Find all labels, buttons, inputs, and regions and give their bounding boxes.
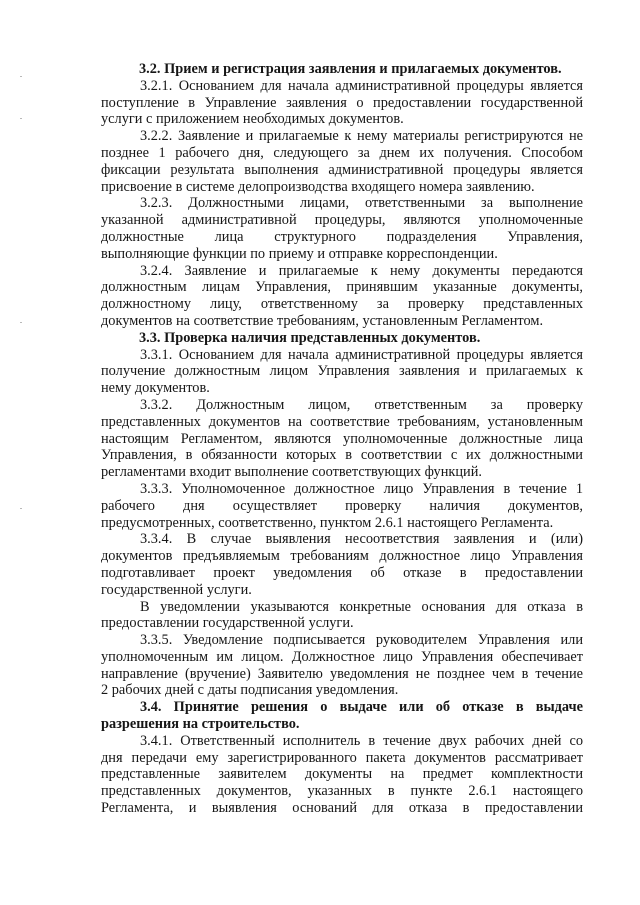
text-line: государственной услуги. xyxy=(101,581,252,598)
text-line: услуги с приложением необходимых документов. xyxy=(101,111,404,128)
paragraph xyxy=(101,599,583,633)
text-line: 3.2.3. Должностными лицами, ответственными за выполнение xyxy=(140,195,583,212)
text-line: документов на соответствие требованиям, установленным Регламентом. xyxy=(101,312,544,329)
text-line: настоящим Регламентом, являются уполномоченные должностные лица xyxy=(101,430,583,447)
paragraph xyxy=(101,481,583,531)
text-line: должностные лица структурного подразделения Управления, xyxy=(101,228,583,245)
text-line: представленные заявителем документы на предмет комплектности xyxy=(101,766,583,783)
text-line: 3.3.2. Должностным лицом, ответственным за проверку xyxy=(140,396,583,413)
text-line: Управления, в обязанности которых в соответствии с их должностными xyxy=(101,447,583,464)
scan-speck xyxy=(20,118,22,119)
text-line: нему документов. xyxy=(101,380,210,397)
text-line: позднее 1 рабочего дня, следующего за днем их получения. Способом xyxy=(101,144,583,161)
text-line: 3.2.4. Заявление и прилагаемые к нему документы передаются xyxy=(140,262,583,279)
text-line: получение должностным лицом Управления заявления и прилагаемых к xyxy=(101,363,583,380)
scan-speck xyxy=(20,322,22,323)
paragraph xyxy=(101,632,583,699)
document-body xyxy=(101,61,583,817)
text-line: указанной административной процедуры, являются уполномоченные xyxy=(101,212,583,229)
text-line: представленных документов, указанных в пункте 2.6.1 настоящего xyxy=(101,783,583,800)
paragraph xyxy=(101,347,583,397)
text-line: 3.2.2. Заявление и прилагаемые к нему материалы регистрируются не xyxy=(140,128,583,145)
text-line: направление (вручение) Заявителю уведомления не позднее чем в течение xyxy=(101,665,583,682)
scan-speck xyxy=(20,76,22,77)
text-line: подготавливает проект уведомления об отказе в предоставлении xyxy=(101,564,583,581)
text-line: поступление в Управление заявления о предоставлении государственной xyxy=(101,94,583,111)
text-line: фиксации результата выполнения административной процедуры является xyxy=(101,161,583,178)
text-line: документов предъявляемым требованиям должностное лицо Управления xyxy=(101,548,583,565)
text-line: 3.3.4. В случае выявления несоответствия заявления и (или) xyxy=(140,531,583,548)
paragraph xyxy=(101,531,583,598)
text-line: предусмотренных, соответственно, пунктом 2.6.1 настоящего Регламента. xyxy=(101,514,554,531)
section-heading: 3.3. Проверка наличия представленных документов. xyxy=(139,329,481,346)
text-line: предоставлении государственной услуги. xyxy=(101,615,354,632)
paragraph xyxy=(101,78,583,128)
paragraph xyxy=(101,195,583,262)
text-line: 3.3.5. Уведомление подписывается руководителем Управления или xyxy=(140,632,583,649)
text-line: дня передачи ему зарегистрированного пакета документов рассматривает xyxy=(101,749,583,766)
text-line: 3.2.1. Основанием для начала административной процедуры является xyxy=(140,77,583,94)
paragraph xyxy=(101,128,583,195)
text-line: 2 рабочих дней с даты подписания уведомления. xyxy=(101,682,399,699)
heading-line: 3.4. Принятие решения о выдаче или об отказе в выдаче xyxy=(140,699,583,716)
text-line: 3.4.1. Ответственный исполнитель в течение двух рабочих дней со xyxy=(140,732,583,749)
paragraph xyxy=(101,263,583,330)
text-line: 3.3.3. Уполномоченное должностное лицо Управления в течение 1 xyxy=(140,480,583,497)
section-heading: 3.2. Прием и регистрация заявления и прилагаемых документов. xyxy=(139,61,562,77)
text-line: уполномоченным им лицом. Должностное лицо Управления обеспечивает xyxy=(101,648,583,665)
section-heading xyxy=(101,699,583,733)
text-line: представленных документов на соответствие требованиям, установленным xyxy=(101,413,583,430)
heading-line: разрешения на строительство. xyxy=(101,716,300,733)
text-line: Регламента, и выявления оснований для отказа в предоставлении xyxy=(101,800,583,817)
text-line: должностным лицам Управления, принявшим указанные документы, xyxy=(101,279,583,296)
scan-speck xyxy=(20,508,22,509)
text-line: регламентами входит выполнение соответствующих функций. xyxy=(101,464,482,481)
text-line: В уведомлении указываются конкретные основания для отказа в xyxy=(140,598,583,615)
text-line: выполняющие функции по приему и отправке корреспонденции. xyxy=(101,245,498,262)
paragraph xyxy=(101,397,583,481)
text-line: должностному лицу, ответственному за проверку представленных xyxy=(101,296,583,313)
text-line: присвоение в системе делопроизводства входящего номера заявлению. xyxy=(101,178,535,195)
text-line: 3.3.1. Основанием для начала административной процедуры является xyxy=(140,346,583,363)
text-line: рабочего дня осуществляет проверку наличия документов, xyxy=(101,497,583,514)
paragraph xyxy=(101,733,583,817)
